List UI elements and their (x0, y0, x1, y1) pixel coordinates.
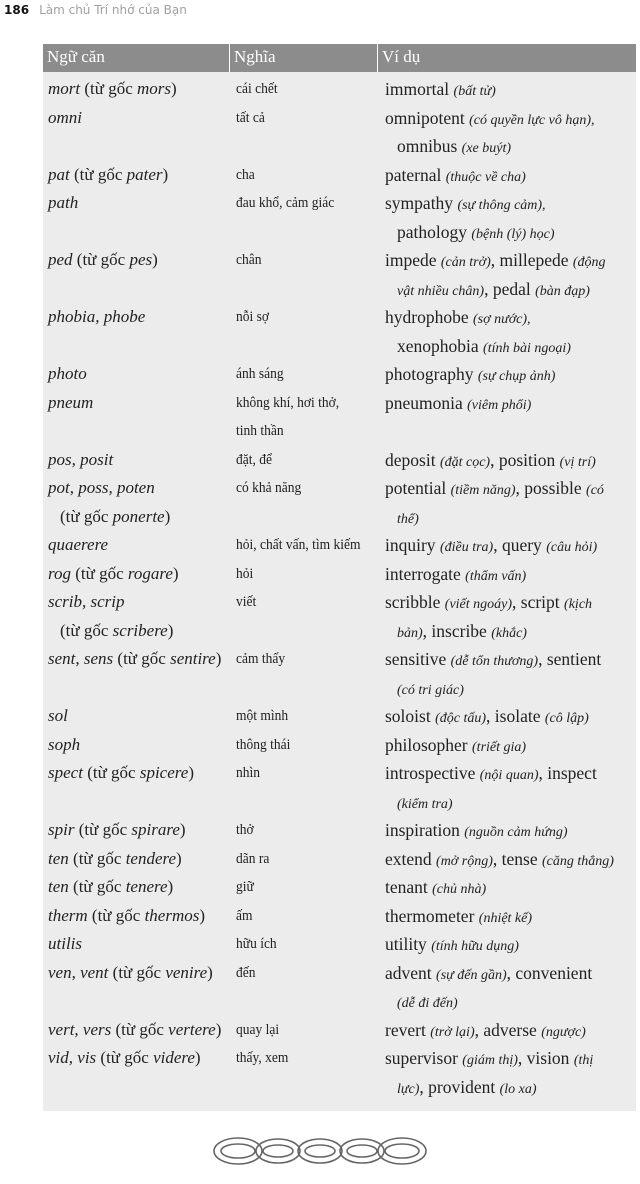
italic-text: utilis (48, 934, 83, 953)
italic-text: therm (48, 905, 88, 925)
root-cell (48, 702, 68, 731)
root-cell (48, 75, 177, 104)
italic-text: rogare (127, 563, 173, 583)
italic-text: scrib, scrip (48, 592, 125, 611)
meaning-cell: dãn ra (236, 850, 270, 867)
italic-text: sol (48, 706, 68, 725)
italic-text: (bất tử) (453, 84, 496, 99)
italic-text: (khắc) (491, 625, 527, 641)
meaning-cell: thở (236, 822, 254, 838)
example-cell (397, 788, 453, 820)
meaning-cell: tinh thần (236, 423, 284, 439)
root-cell (48, 873, 173, 902)
root-cell (48, 560, 179, 589)
italic-text: videre (153, 1048, 195, 1067)
italic-text: ten (48, 877, 69, 896)
example-cell (397, 617, 527, 649)
text: , convenient (506, 962, 593, 983)
header-meaning: Nghĩa (234, 47, 276, 66)
root-cell (48, 959, 213, 988)
example-cell (385, 816, 568, 848)
header-divider (377, 44, 378, 72)
example-cell (385, 902, 532, 934)
text: ) (194, 1048, 201, 1067)
meaning-cell: giữ (236, 879, 254, 895)
meaning-cell: nỗi sợ (236, 309, 270, 325)
italic-text: (lo xa) (499, 1081, 537, 1097)
italic-text: path (48, 193, 79, 212)
meaning-cell: đau khổ, cảm giác (236, 195, 335, 211)
example-cell (385, 1016, 586, 1048)
meaning-cell: đến (236, 964, 256, 981)
italic-text: pot, poss, poten (48, 478, 155, 497)
example-cell (385, 731, 526, 763)
italic-text: tenere (125, 877, 168, 896)
page-header (4, 3, 187, 19)
text: impede (385, 250, 441, 270)
root-cell (48, 246, 158, 275)
example-cell (385, 75, 496, 107)
italic-text: thể) (397, 511, 419, 527)
italic-text: (vị trí) (559, 454, 596, 470)
text: (từ gốc (68, 877, 126, 896)
italic-text: thermos (144, 905, 200, 925)
italic-text: (câu hỏi) (546, 540, 598, 555)
text: , position (490, 449, 560, 470)
meaning-cell: ấm (236, 907, 253, 924)
italic-text: pneum (48, 392, 94, 412)
text: immortal (385, 79, 454, 99)
root-cell (48, 759, 194, 788)
text: (từ gốc (71, 563, 128, 583)
root-cell (48, 189, 78, 218)
header-divider (229, 44, 230, 72)
italic-text: (kịch (564, 597, 593, 612)
italic-text: (dễ tổn thương) (450, 654, 539, 669)
italic-text: quaerere (48, 535, 109, 554)
example-cell (385, 360, 555, 392)
italic-text: ped (48, 250, 73, 269)
example-cell (397, 132, 511, 164)
example-cell (385, 845, 614, 877)
text: potential (385, 478, 451, 498)
text: (từ gốc (113, 649, 171, 668)
italic-text: sentire (170, 649, 216, 668)
root-cell (48, 104, 82, 133)
root-cell (48, 161, 168, 190)
italic-text: ten (48, 848, 69, 868)
example-cell (385, 759, 597, 791)
italic-text: pater (126, 164, 163, 184)
text: ) (207, 962, 213, 982)
example-cell (385, 189, 546, 221)
italic-text: (có tri giác) (397, 682, 464, 698)
italic-text: (chủ nhà) (432, 882, 487, 897)
italic-text: spirare (131, 820, 180, 839)
text: extend (385, 848, 437, 869)
text: ) (188, 763, 194, 782)
root-cell (48, 474, 155, 503)
italic-text: sent, sens (48, 649, 114, 668)
example-cell (385, 873, 486, 905)
italic-text: (tính bài ngoại) (483, 340, 571, 356)
root-cell (48, 731, 80, 760)
text: omnipotent (385, 107, 470, 128)
header-example: Ví dụ (382, 47, 421, 66)
italic-text: (bệnh (lý) học) (471, 226, 555, 242)
example-cell (397, 218, 555, 250)
text: hydrophobe (385, 307, 473, 327)
text: thermometer (385, 905, 479, 926)
example-cell (385, 474, 604, 506)
root-cell (48, 446, 113, 475)
root-cell (48, 303, 145, 332)
meaning-cell: không khí, hơi thở, (236, 394, 340, 411)
italic-text: (viêm phổi) (467, 397, 532, 413)
italic-text: photo (48, 364, 87, 383)
italic-text: (nhiệt kế) (478, 910, 533, 926)
italic-text: ven, vent (48, 962, 109, 982)
text: (từ gốc (80, 79, 138, 98)
meaning-cell: hữu ích (236, 936, 277, 952)
italic-text: (thị (573, 1053, 594, 1068)
text: , sentient (538, 649, 602, 669)
italic-text: (căng thẳng) (541, 853, 614, 869)
italic-text: (mở rộng) (436, 853, 493, 869)
example-cell (397, 275, 590, 307)
root-cell (48, 531, 108, 560)
example-cell (385, 161, 526, 193)
example-cell (385, 531, 597, 563)
text: , inspect (538, 763, 597, 783)
chain-ornament-icon (210, 1130, 430, 1172)
text: ) (152, 250, 158, 269)
text: (từ gốc (60, 620, 113, 640)
text: (từ gốc (60, 506, 113, 526)
italic-text: lực) (397, 1081, 420, 1097)
header-root: Ngữ căn (47, 47, 105, 66)
text: inquiry (385, 535, 440, 555)
text: , millepede (490, 250, 573, 270)
italic-text: scribere (112, 620, 168, 640)
text: ) (179, 820, 186, 839)
root-cell-continued (60, 503, 170, 532)
example-cell (385, 959, 592, 991)
text: (từ gốc (72, 250, 130, 269)
italic-text: vid, vis (48, 1048, 97, 1067)
text: supervisor (385, 1048, 463, 1068)
italic-text: (động (572, 255, 606, 270)
example-cell (385, 446, 596, 478)
example-cell (385, 560, 526, 592)
meaning-cell: cái chết (236, 81, 278, 97)
text: (từ gốc (74, 820, 132, 839)
root-cell (48, 845, 182, 874)
italic-text: (ngược) (541, 1024, 586, 1040)
italic-text: (tiềm năng) (450, 483, 516, 498)
text: (từ gốc (82, 763, 140, 782)
italic-text: soph (48, 734, 81, 754)
meaning-cell: đặt, để (236, 451, 272, 468)
text: , vision (517, 1048, 574, 1068)
text: ) (171, 79, 177, 98)
table-header (43, 44, 636, 72)
text: (từ gốc (87, 905, 145, 925)
meaning-cell: cha (236, 166, 255, 183)
italic-text: pos, posit (48, 449, 114, 469)
text: ) (215, 649, 222, 668)
italic-text: (xe buýt) (461, 141, 512, 156)
text: omnibus (397, 136, 462, 156)
meaning-cell: viết (236, 594, 257, 610)
example-cell (397, 674, 464, 706)
text: pneumonia (385, 392, 468, 413)
italic-text: (sự chụp ảnh) (477, 369, 556, 384)
italic-text: vật nhiều chân) (397, 283, 485, 299)
text: , provident (419, 1076, 500, 1097)
italic-text: pes (129, 250, 153, 269)
text: ) (215, 1019, 222, 1039)
root-cell (48, 930, 82, 959)
italic-text: (sợ nước), (472, 312, 531, 327)
meaning-cell: thông thái (236, 736, 291, 753)
italic-text: (bàn đạp) (535, 283, 590, 299)
text: ) (167, 620, 174, 640)
italic-text: (có quyền lực vô hạn), (469, 112, 595, 128)
root-cell-continued (60, 617, 173, 646)
example-cell (397, 1073, 537, 1105)
text: deposit (385, 449, 440, 470)
italic-text: bản) (397, 625, 423, 641)
text: ) (167, 877, 174, 896)
text: , pedal (484, 278, 536, 299)
text: (từ gốc (108, 962, 166, 982)
text: revert (385, 1019, 431, 1040)
example-cell (397, 987, 458, 1019)
text: , inscribe (422, 620, 492, 641)
italic-text: omni (48, 107, 82, 127)
meaning-cell: hỏi, chất vấn, tìm kiếm (236, 537, 361, 553)
example-cell (385, 104, 595, 136)
italic-text: (thẩm vấn) (465, 568, 527, 584)
meaning-cell: một mình (236, 708, 289, 724)
text: paternal (385, 164, 446, 185)
example-cell (385, 645, 601, 677)
root-cell (48, 816, 186, 845)
root-cell (48, 645, 221, 674)
text: inspiration (385, 820, 465, 840)
text: sympathy (385, 193, 458, 213)
text: , script (512, 592, 565, 612)
root-cell (48, 1044, 201, 1073)
italic-text: vert, vers (48, 1019, 112, 1039)
root-cell (48, 360, 87, 389)
root-cell (48, 902, 205, 931)
text: , tense (492, 848, 542, 869)
root-cell (48, 389, 93, 418)
italic-text: phobia, phobe (48, 307, 146, 326)
italic-text: (kiểm tra) (397, 796, 453, 812)
text: (từ gốc (111, 1019, 169, 1039)
text: soloist (385, 706, 436, 726)
text: ) (199, 905, 206, 925)
italic-text: (cản trở) (440, 255, 491, 270)
text: sensitive (385, 649, 451, 669)
text: photography (385, 364, 478, 384)
text: introspective (385, 763, 480, 783)
meaning-cell: hỏi (236, 565, 254, 582)
text: ) (176, 848, 182, 868)
italic-text: ponerte (112, 506, 165, 526)
page-number: 186 (4, 3, 30, 17)
italic-text: venire (165, 962, 208, 982)
example-cell (385, 930, 519, 962)
italic-text: (triết gia) (472, 739, 527, 755)
italic-text: mors (137, 79, 172, 98)
meaning-cell: có khả năng (236, 480, 302, 496)
italic-text: (nguồn cảm hứng) (464, 825, 568, 840)
meaning-cell: ánh sáng (236, 366, 284, 382)
meaning-cell: tất cả (236, 109, 265, 126)
italic-text: (điều tra) (439, 540, 494, 555)
italic-text: (thuộc về cha) (445, 169, 526, 185)
book-title: Làm chủ Trí nhớ của Bạn (39, 3, 187, 17)
italic-text: spect (48, 763, 83, 782)
italic-text: (viết ngoáy) (444, 597, 513, 612)
text: (từ gốc (68, 848, 126, 868)
meaning-cell: chân (236, 252, 262, 268)
meaning-cell: thấy, xem (236, 1050, 289, 1066)
text: , isolate (486, 706, 545, 726)
italic-text: (tính hữu dụng) (431, 939, 519, 954)
text: scribble (385, 592, 445, 612)
text: ) (172, 563, 179, 583)
italic-text: (độc tấu) (435, 711, 487, 726)
italic-text: (có (586, 483, 604, 498)
example-cell (385, 702, 589, 734)
italic-text: (sự thông cảm), (457, 198, 546, 213)
meaning-cell: quay lại (236, 1021, 280, 1038)
italic-text: (trở lại) (430, 1024, 475, 1040)
text: , query (493, 535, 547, 555)
italic-text: pat (48, 164, 70, 184)
text: (từ gốc (69, 164, 127, 184)
italic-text: spicere (139, 763, 189, 782)
text: (từ gốc (96, 1048, 154, 1067)
text: advent (385, 962, 437, 983)
italic-text: (đặt cọc) (439, 454, 491, 470)
meaning-cell: nhìn (236, 765, 261, 781)
italic-text: (sự đến gần) (436, 967, 507, 983)
root-cell (48, 1016, 221, 1045)
text: , adverse (474, 1019, 542, 1040)
text: interrogate (385, 563, 466, 584)
text: pathology (397, 221, 472, 242)
italic-text: (cô lập) (544, 711, 589, 726)
text: , possible (515, 478, 587, 498)
italic-text: tendere (125, 848, 177, 868)
example-cell (385, 246, 606, 278)
root-cell (48, 588, 125, 617)
text: philosopher (385, 734, 473, 755)
italic-text: spir (48, 820, 75, 839)
example-cell (385, 1044, 593, 1076)
example-cell (385, 389, 531, 421)
meaning-cell: cảm thấy (236, 651, 286, 667)
text: utility (385, 934, 432, 954)
italic-text: (giám thị) (462, 1053, 518, 1068)
example-cell (385, 303, 531, 335)
italic-text: vertere (168, 1019, 216, 1039)
text: ) (164, 506, 171, 526)
example-cell (385, 588, 592, 620)
example-cell (397, 332, 571, 364)
italic-text: rog (48, 563, 71, 583)
italic-text: (nội quan) (479, 768, 539, 783)
text: tenant (385, 877, 433, 897)
italic-text: mort (48, 79, 81, 98)
italic-text: (dễ đi đến) (397, 996, 458, 1011)
text: ) (162, 164, 169, 184)
example-cell (397, 503, 419, 535)
text: xenophobia (397, 335, 484, 356)
